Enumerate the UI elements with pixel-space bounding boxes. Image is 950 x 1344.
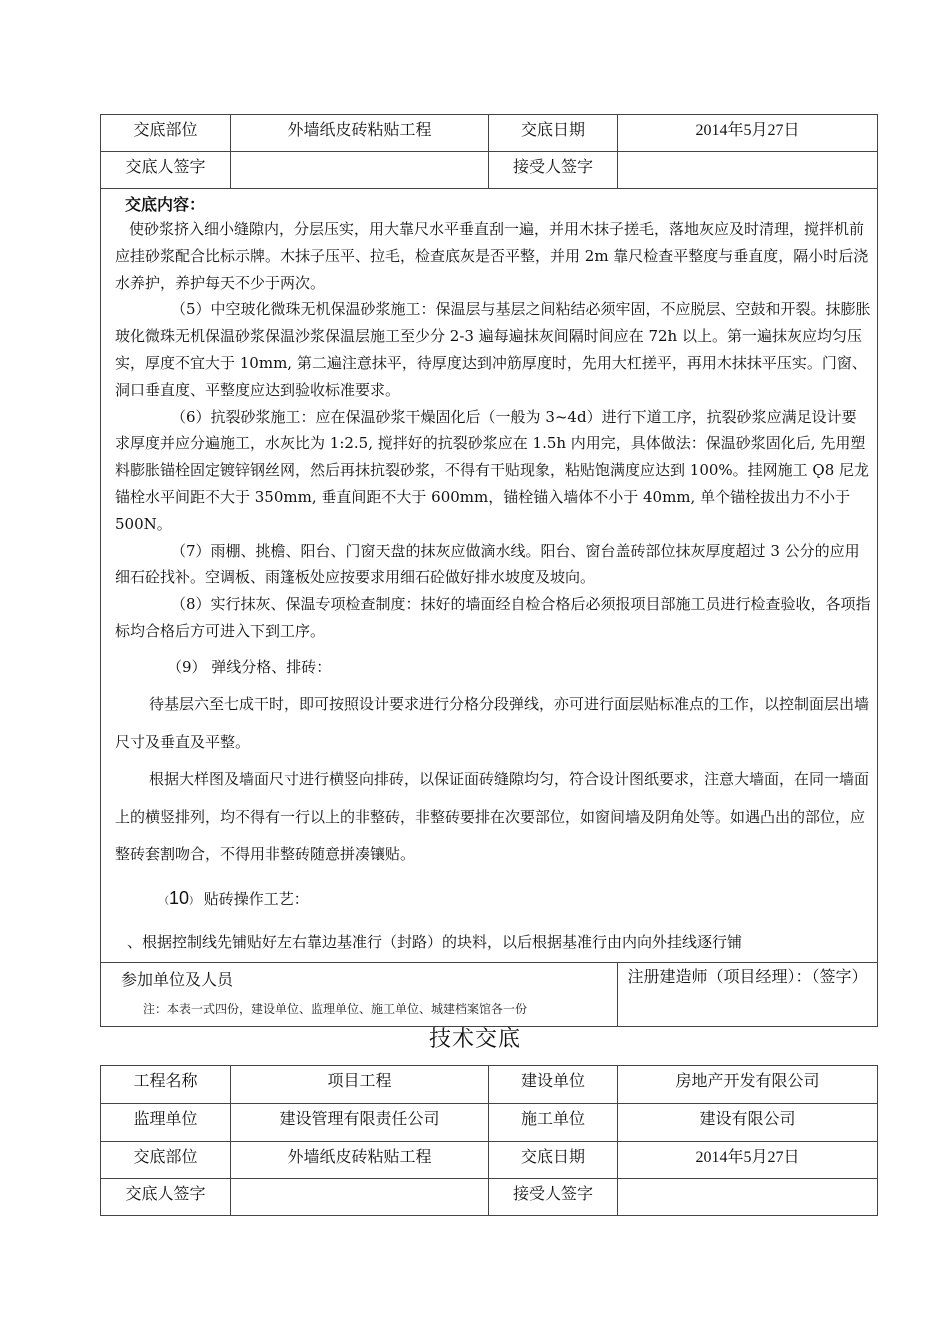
value-date: 2014年5月27日	[618, 115, 878, 152]
value-discloser-signature[interactable]	[231, 152, 489, 189]
copy-note: 注：本表一式四份，建设单位、监理单位、施工单位、城建档案馆各一份	[143, 1002, 528, 1016]
disclosure-form-bottom	[100, 1065, 878, 1216]
disclosure-form-top	[100, 114, 878, 1027]
label-discloser-signature: 交底人签字	[101, 1179, 231, 1216]
paragraph: 根据大样图及墙面尺寸进行横竖向排砖，以保证面砖缝隙均匀，符合设计图纸要求，注意大墙面，在同一墙面上的横竖排列，均不得有一行以上的非整砖，非整砖要排在次要部位，如窗间墙及阴角处等。如遇凸出的部位，应整砖套割吻合，不得用非整砖随意拼凑镶贴。	[115, 770, 870, 864]
label-receiver-signature: 接受人签字	[489, 1179, 618, 1216]
label-contractor: 施工单位	[489, 1104, 618, 1142]
label-supervisor: 监理单位	[101, 1104, 231, 1142]
document-title: 技术交底	[428, 1027, 521, 1052]
form-row-content	[101, 189, 878, 963]
project-manager-signature-label: 注册建造师（项目经理）：（签字）	[618, 962, 878, 1026]
label-developer: 建设单位	[489, 1066, 618, 1104]
value-contractor: 建设有限公司	[618, 1104, 878, 1142]
paragraph: （6）抗裂砂浆施工：应在保温砂浆干燥固化后（一般为 3~4d）进行下道工序，抗裂砂浆应满足设计要求厚度并应分遍施工，水灰比为 1:2.5, 搅拌好的抗裂砂浆应在 1.5h 内用完，具体做法：保温砂浆固化后, 先用塑料膨胀锚栓固定镀锌钢丝网，然后再抹抗裂砂浆，不得有干贴现象，粘贴饱满度应达到 100%。挂网施工 Ǫ8 尼龙锚栓水平间距不大于 350mm, 垂直间距不大于 600mm，锚栓锚入墙体不小于 40mm, 单个锚栓拔出力不小于 500N。	[115, 407, 870, 533]
value-location: 外墙纸皮砖粘贴工程	[231, 1142, 489, 1179]
label-date: 交底日期	[489, 1142, 618, 1179]
paragraph: 、根据控制线先铺贴好左右靠边基准行（封路）的块料，以后根据基准行由内向外挂线逐行铺	[127, 933, 743, 952]
step-9-title: （9） 弹线分格、排砖：	[167, 657, 332, 676]
participants-label: 参加单位及人员	[101, 962, 618, 1026]
label-project-name: 工程名称	[101, 1066, 231, 1104]
form-row-location-date	[101, 115, 878, 152]
paragraph: 待基层六至七成干时，即可按照设计要求进行分格分段弹线，亦可进行面层贴标准点的工作，以控制面层出墙尺寸及垂直及平整。	[115, 695, 870, 751]
paragraph: （7）雨棚、挑檐、阳台、门窗天盘的抹灰应做滴水线。阳台、窗台盖砖部位抹灰厚度超过 3 公分的应用细石砼找补。空调板、雨篷板处应按要求用细石砼做好排水坡度及坡向。	[115, 541, 860, 587]
value-location: 外墙纸皮砖粘贴工程	[231, 115, 489, 152]
paragraph: （5）中空玻化微珠无机保温砂浆施工：保温层与基层之间粘结必须牢固，不应脱层、空鼓和开裂。抹膨胀玻化微珠无机保温砂浆保温沙浆保温层施工至少分 2-3 遍每遍抹灰间隔时间应在 72h 以上。第一遍抹灰应均匀压实，厚度不宜大于 10mm, 第二遍注意抹平，待厚度达到冲筋厚度时，先用大杠搓平，再用木抹抹平压实。门窗、洞口垂直度、平整度应达到验收标准要求。	[115, 300, 871, 399]
value-receiver-signature[interactable]	[618, 1179, 878, 1216]
label-discloser-signature: 交底人签字	[101, 152, 231, 189]
content-dense-block	[115, 216, 871, 645]
label-date: 交底日期	[489, 115, 618, 152]
value-supervisor: 建设管理有限责任公司	[231, 1104, 489, 1142]
form-row-signatures	[101, 1179, 878, 1216]
paragraph: （8）实行抹灰、保温专项检查制度：抹好的墙面经自检合格后必须报项目部施工员进行检查验收，各项指标均合格后方可进入下到工序。	[115, 595, 871, 640]
content-sparse-block	[115, 649, 871, 962]
label-location: 交底部位	[101, 115, 231, 152]
label-location: 交底部位	[101, 1142, 231, 1179]
step-10-title: （10） 贴砖操作工艺：	[159, 887, 309, 908]
content-cell	[101, 189, 878, 963]
value-project-name: 项目工程	[231, 1066, 489, 1104]
label-receiver-signature: 接受人签字	[489, 152, 618, 189]
form-row-units	[101, 1104, 878, 1142]
form-row-signatures	[101, 152, 878, 189]
form-row-project	[101, 1066, 878, 1104]
value-date: 2014年5月27日	[618, 1142, 878, 1179]
value-discloser-signature[interactable]	[231, 1179, 489, 1216]
step-10-number: 10	[169, 887, 190, 908]
value-developer: 房地产开发有限公司	[618, 1066, 878, 1104]
paragraph: 使砂浆挤入细小缝隙内，分层压实，用大靠尺水平垂直刮一遍，并用木抹子搓毛，落地灰应及时清理，搅拌机前应挂砂浆配合比标示牌。木抹子压平、拉毛，检查底灰是否平整，并用 2m 靠尺检查平整度与垂直度，隔小时后浇水养护，养护每天不少于两次。	[115, 220, 869, 292]
content-title: 交底内容：	[125, 195, 206, 214]
value-receiver-signature[interactable]	[618, 152, 878, 189]
form-row-location-date	[101, 1142, 878, 1179]
